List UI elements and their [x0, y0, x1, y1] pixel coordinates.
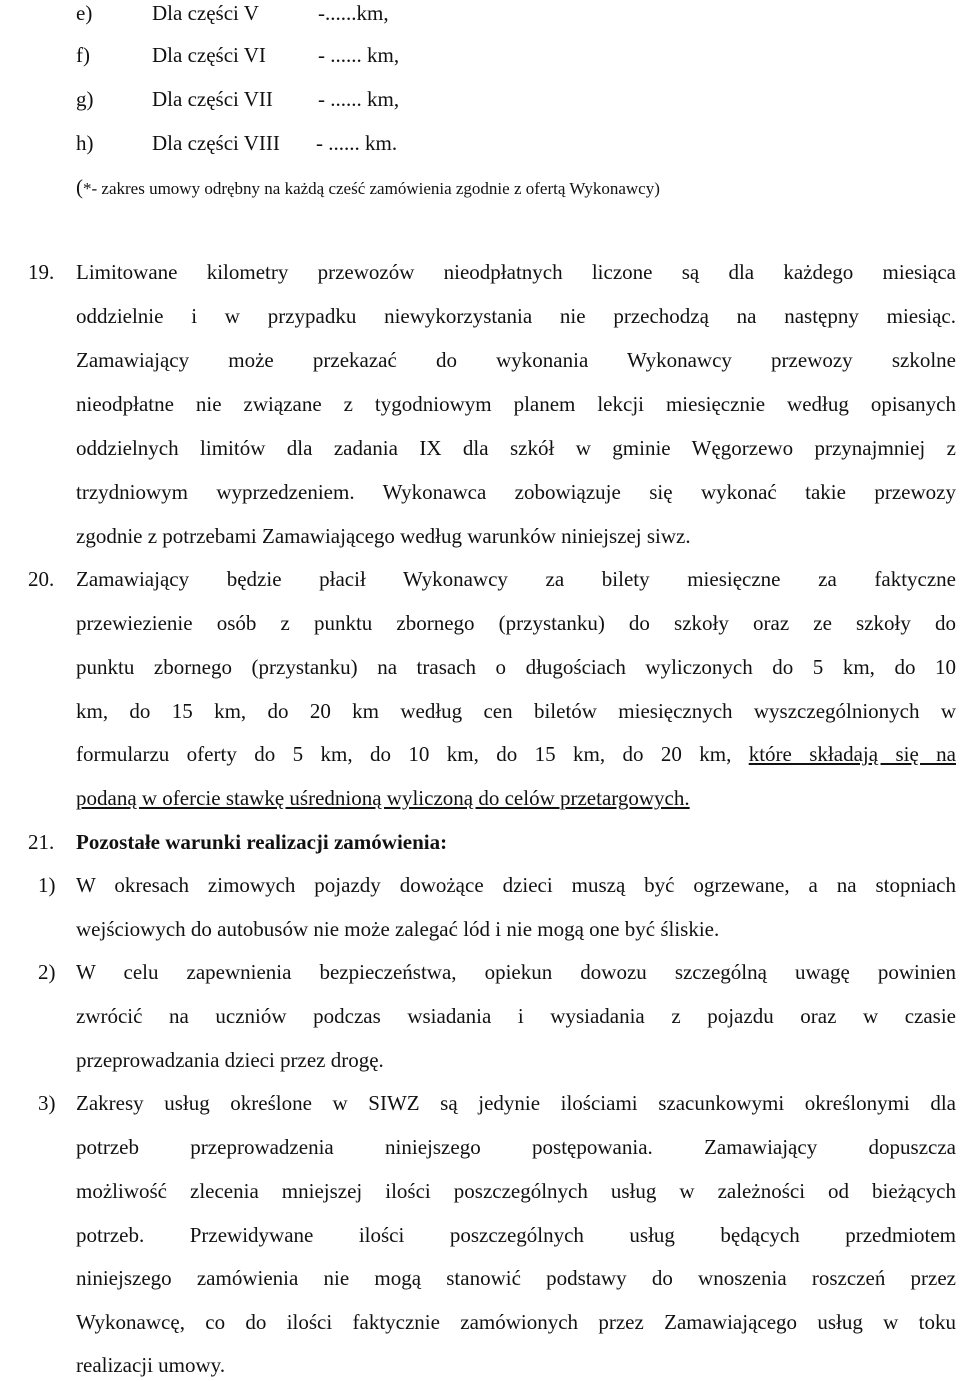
list-marker: f) — [76, 43, 90, 67]
paragraph-line: zgodnie z potrzebami Zamawiającego według warunków niniejszej siwz. — [76, 524, 691, 548]
item-line: realizacji umowy. — [76, 1353, 226, 1377]
list-marker: h) — [76, 131, 94, 155]
paragraph-text: formularzu oferty do 5 km, do 10 km, do 15 km, do 20 km, — [76, 742, 749, 766]
list-value: - ...... km. — [316, 131, 398, 155]
section-number: 19. — [28, 260, 55, 284]
item-line: przeprowadzania dzieci przez drogę. — [76, 1048, 384, 1072]
paragraph-line: nieodpłatne nie związane z tygodniowym planem lekcji miesięcznie według opisanych — [76, 392, 956, 416]
list-label: Dla części VIII — [152, 131, 280, 155]
item-line: niniejszego zamówienia nie mogą stanowić podstawy do wnoszenia roszczeń przez — [76, 1266, 956, 1290]
note-paren: ( — [76, 175, 83, 199]
item-marker: 1) — [38, 873, 56, 897]
item-line: Zakresy usług określone w SIWZ są jedynie ilościami szacunkowymi określonymi dla — [76, 1091, 956, 1115]
list-value: -......km, — [318, 1, 389, 25]
item-line: W celu zapewnienia bezpieczeństwa, opiekun dowozu szczególną uwagę powinien — [76, 960, 956, 984]
list-value: - ...... km, — [318, 87, 400, 111]
item-line: potrzeb przeprowadzenia niniejszego postępowania. Zamawiający dopuszcza — [76, 1135, 956, 1159]
list-label: Dla części VI — [152, 43, 266, 67]
paragraph-line: Limitowane kilometry przewozów nieodpłatnych liczone są dla każdego miesiąca — [76, 260, 956, 284]
item-line: możliwość zlecenia mniejszej ilości poszczególnych usług w zależności od bieżących — [76, 1179, 956, 1203]
paragraph-line: Zamawiający będzie płacił Wykonawcy za bilety miesięczne za faktyczne — [76, 567, 956, 591]
list-marker: e) — [76, 1, 93, 25]
paragraph-line: oddzielnie i w przypadku niewykorzystania nie przechodzą na następny miesiąc. — [76, 304, 956, 328]
list-label: Dla części VII — [152, 87, 273, 111]
item-line: wejściowych do autobusów nie może zalegać lód i nie mogą one być śliskie. — [76, 917, 720, 941]
item-line: zwrócić na uczniów podczas wsiadania i wysiadania z pojazdu oraz w czasie — [76, 1004, 956, 1028]
paragraph-line: km, do 15 km, do 20 km według cen biletów miesięcznych wyszczególnionych w — [76, 699, 956, 723]
paragraph-line: punktu zbornego (przystanku) na trasach o długościach wyliczonych do 5 km, do 10 — [76, 655, 956, 679]
item-line: potrzeb. Przewidywane ilości poszczególnych usług będących przedmiotem — [76, 1223, 956, 1247]
list-label: Dla części V — [152, 1, 259, 25]
list-marker: g) — [76, 87, 94, 111]
section-number: 21. — [28, 830, 55, 854]
section-heading: Pozostałe warunki realizacji zamówienia: — [76, 830, 448, 854]
note-text: *- zakres umowy odrębny na każdą cześć zamówienia zgodnie z ofertą Wykonawcy) — [83, 179, 660, 198]
paragraph-line: przewiezienie osób z punktu zbornego (przystanku) do szkoły oraz ze szkoły do — [76, 611, 956, 635]
section-number: 20. — [28, 567, 55, 591]
paragraph-line — [76, 741, 956, 767]
item-line: Wykonawcę, co do ilości faktycznie zamówionych przez Zamawiającego usług w toku — [76, 1310, 956, 1334]
item-marker: 3) — [38, 1091, 56, 1115]
underlined-line: podaną w ofercie stawkę uśrednioną wyliczoną do celów przetargowych. — [76, 786, 690, 810]
paragraph-line: oddzielnych limitów dla zadania IX dla szkół w gminie Węgorzewo przynajmniej z — [76, 436, 956, 460]
paragraph-line: trzydniowym wyprzedzeniem. Wykonawca zobowiązuje się wykonać takie przewozy — [76, 480, 956, 504]
item-marker: 2) — [38, 960, 56, 984]
paragraph-line: Zamawiający może przekazać do wykonania Wykonawcy przewozy szkolne — [76, 348, 956, 372]
underlined-text: które składają się na — [748, 742, 956, 766]
scope-note — [76, 174, 660, 202]
list-value: - ...... km, — [318, 43, 400, 67]
item-line: W okresach zimowych pojazdy dowożące dzieci muszą być ogrzewane, a na stopniach — [76, 873, 956, 897]
